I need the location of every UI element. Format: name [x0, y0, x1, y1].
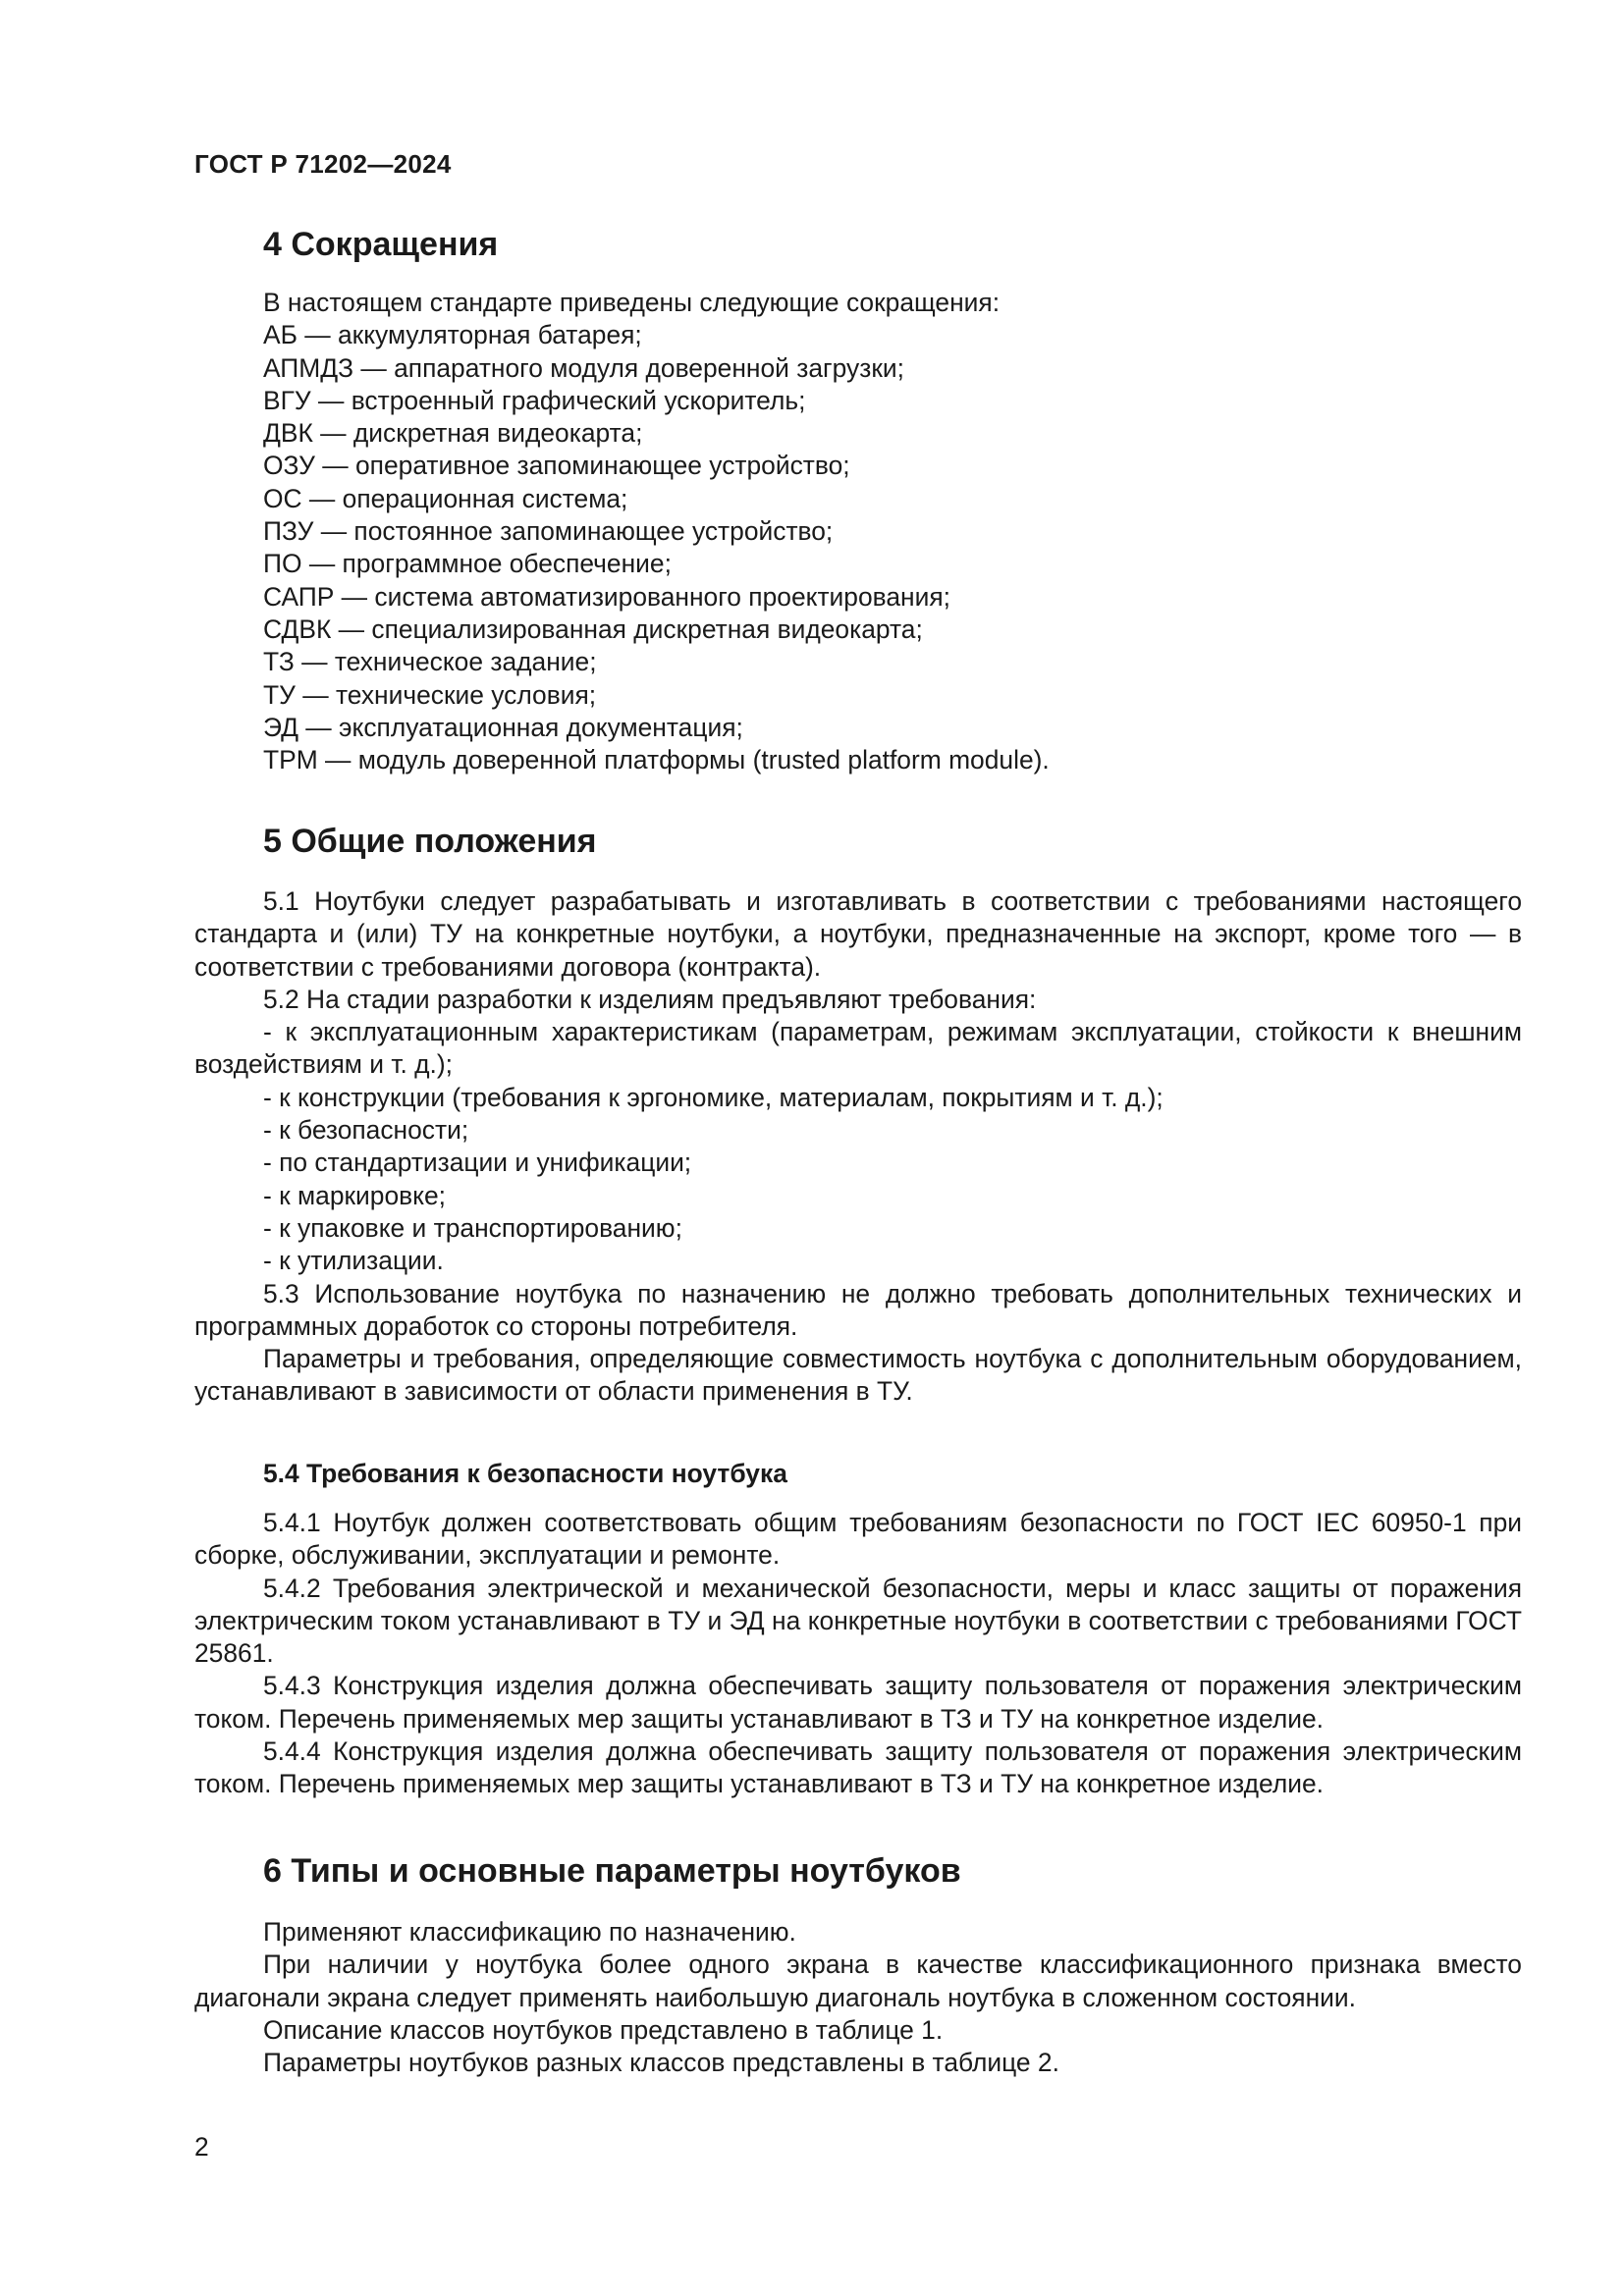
bullet-item: - к маркировке;: [263, 1180, 447, 1210]
abbreviations-intro: В настоящем стандарте приведены следующие сокращения:: [263, 288, 1001, 317]
section-6-heading: 6 Типы и основные параметры ноутбуков: [263, 1852, 961, 1890]
bullet-item: - к безопасности;: [263, 1115, 469, 1146]
section-6-body: [194, 1916, 1522, 2079]
section-4-heading: 4 Сокращения: [263, 226, 499, 263]
paragraph-5-4-2: 5.4.2 Требования электрической и механической безопасности, меры и класс защиты от поражения электрическим током устанавливают в ТУ и ЭД на конкретные ноутбуки в соответствии с требованиями ГОСТ 25861.: [194, 1573, 1522, 1669]
section-6-paragraph: Описание классов ноутбуков представлено в таблице 1.: [263, 2014, 944, 2045]
abbreviation-item: ОС — операционная система;: [263, 483, 628, 513]
bullet-item: - к конструкции (требования к эргономике, материалам, покрытиям и т. д.);: [263, 1082, 1164, 1112]
paragraph-5-1: 5.1 Ноутбуки следует разрабатывать и изготавливать в соответствии с требованиями настоящего стандарта и (или) ТУ на конкретные ноутбуки, а ноутбуки, предназначенные на экспорт, кроме того — в соответствии с требованиями договора (контракта).: [194, 886, 1522, 982]
abbreviation-item: ТЗ — техническое задание;: [263, 647, 597, 677]
section-5-heading: 5 Общие положения: [263, 823, 597, 860]
paragraph-5-4-1: 5.4.1 Ноутбук должен соответствовать общим требованиям безопасности по ГОСТ IEC 60950-1 при сборке, обслуживании, эксплуатации и ремонте.: [194, 1508, 1522, 1571]
abbreviation-item: СДВК — специализированная дискретная видеокарта;: [263, 614, 923, 644]
abbreviation-item: ВГУ — встроенный графический ускоритель;: [263, 385, 806, 415]
paragraph-5-3-compat: Параметры и требования, определяющие совместимость ноутбука с дополнительным оборудованием, устанавливают в зависимости от области применения в ТУ.: [194, 1344, 1522, 1407]
paragraph-5-4-3: 5.4.3 Конструкция изделия должна обеспечивать защиту пользователя от поражения электрическим током. Перечень применяемых мер защиты устанавливают в ТЗ и ТУ на конкретное изделие.: [194, 1671, 1522, 1734]
page-number: 2: [194, 2132, 209, 2162]
section-6-paragraph: Применяют классификацию по назначению.: [263, 1917, 796, 1947]
abbreviation-item: ОЗУ — оперативное запоминающее устройство;: [263, 451, 850, 481]
abbreviation-item: TPM — модуль доверенной платформы (trusted platform module).: [263, 745, 1050, 775]
bullet-item: - к эксплуатационным характеристикам (параметрам, режимам эксплуатации, стойкости к внешним воздействиям и т. д.);: [194, 1017, 1522, 1080]
abbreviation-item: ТУ — технические условия;: [263, 679, 597, 710]
document-header: ГОСТ Р 71202—2024: [194, 149, 452, 179]
abbreviation-item: ДВК — дискретная видеокарта;: [263, 418, 643, 449]
abbreviations-list: [263, 287, 1050, 776]
abbreviation-item: ЭД — эксплуатационная документация;: [263, 712, 743, 742]
paragraph-5-3: 5.3 Использование ноутбука по назначению не должно требовать дополнительных технических и программных доработок со стороны потребителя.: [194, 1278, 1522, 1341]
abbreviation-item: АПМДЗ — аппаратного модуля доверенной загрузки;: [263, 352, 904, 383]
paragraph-5-2: 5.2 На стадии разработки к изделиям предъявляют требования:: [263, 984, 1037, 1014]
bullet-item: - к утилизации.: [263, 1246, 444, 1276]
bullet-item: - по стандартизации и унификации;: [263, 1148, 692, 1178]
section-6-paragraph: Параметры ноутбуков разных классов представлены в таблице 2.: [263, 2048, 1059, 2078]
section-5-body: [194, 885, 1522, 1409]
section-6-paragraph: При наличии у ноутбука более одного экрана в качестве классификационного признака вместо диагонали экрана следует применять наибольшую диагональ ноутбука в сложенном состоянии.: [194, 1949, 1522, 2012]
paragraph-5-4-4: 5.4.4 Конструкция изделия должна обеспечивать защиту пользователя от поражения электрическим током. Перечень применяемых мер защиты устанавливают в ТЗ и ТУ на конкретное изделие.: [194, 1736, 1522, 1799]
subsection-5-4-body: [194, 1507, 1522, 1801]
abbreviation-item: АБ — аккумуляторная батарея;: [263, 320, 642, 350]
abbreviation-item: САПР — система автоматизированного проектирования;: [263, 581, 950, 612]
abbreviation-item: ПО — программное обеспечение;: [263, 549, 672, 579]
abbreviation-item: ПЗУ — постоянное запоминающее устройство;: [263, 516, 834, 547]
subsection-5-4-heading: 5.4 Требования к безопасности ноутбука: [263, 1459, 787, 1488]
bullet-item: - к упаковке и транспортированию;: [263, 1212, 682, 1243]
